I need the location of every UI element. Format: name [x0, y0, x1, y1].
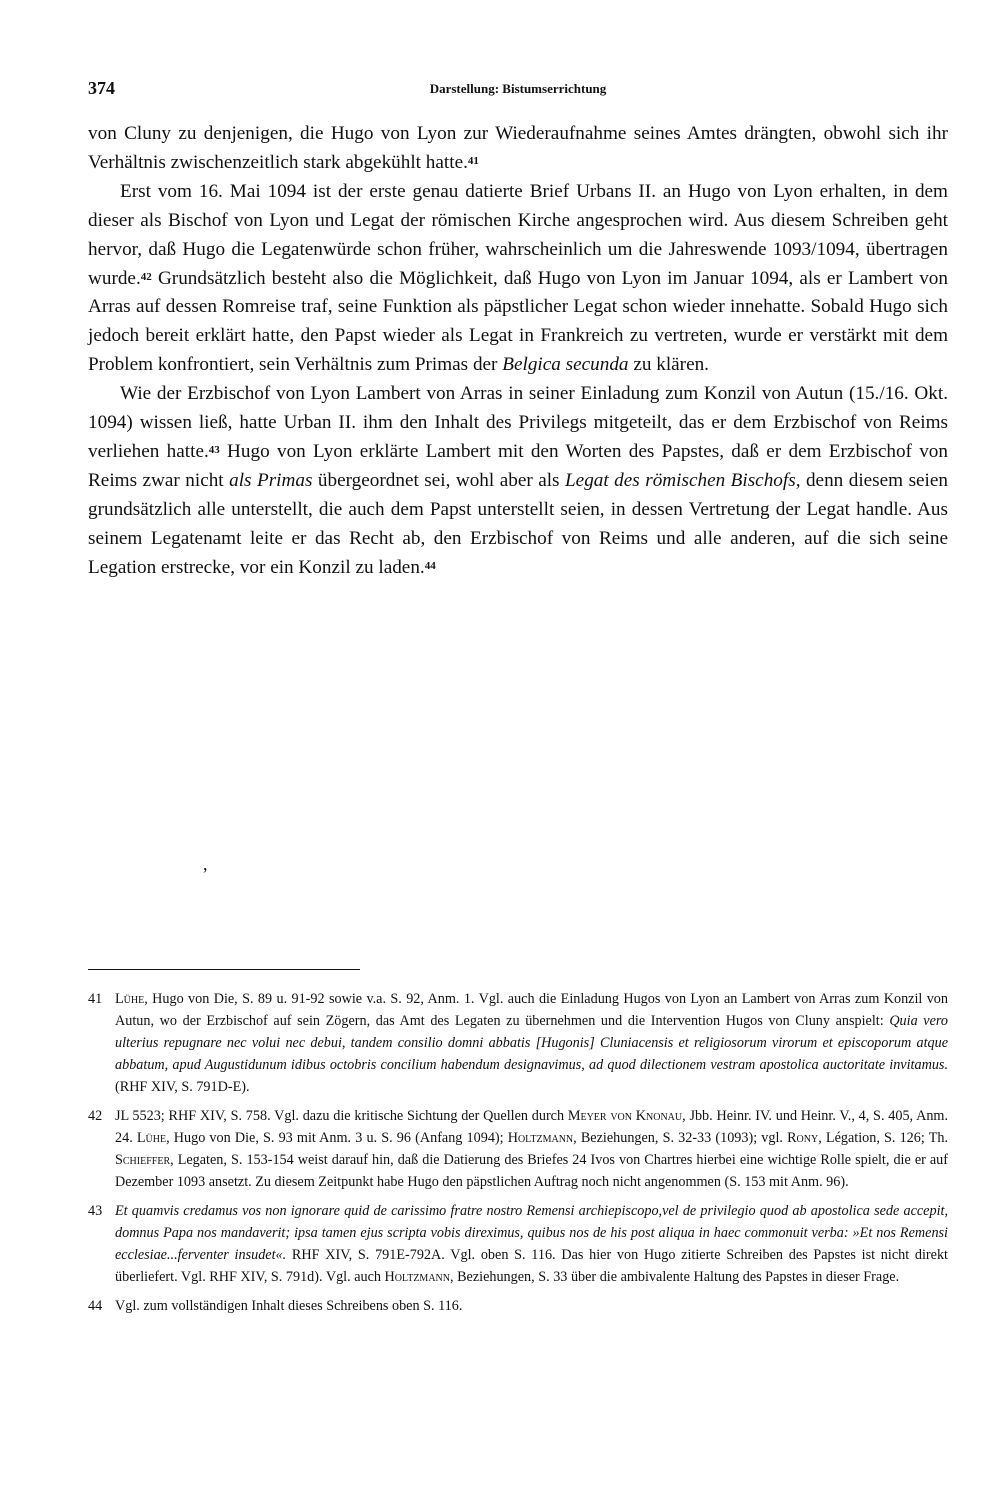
main-text [88, 120, 948, 583]
footnote-number: 44 [88, 1297, 103, 1314]
paragraph [88, 380, 948, 582]
author-name: Schieffer [115, 1152, 171, 1169]
footnote-divider [88, 969, 360, 970]
footnote-number: 42 [88, 1107, 103, 1124]
text-run: Vgl. zum vollständigen Inhalt dieses Schreibens oben S. 116. [115, 1297, 463, 1314]
italic-text: Legat des römischen Bischofs [565, 469, 796, 491]
page-header [88, 78, 948, 100]
footnotes [88, 988, 948, 1323]
text-run: , Jbb. Heinr. IV. und Heinr. V., 4, S. 405, Anm. 24. [115, 1107, 948, 1147]
text-run: zu klären. [628, 354, 709, 376]
page-number: 374 [88, 78, 115, 98]
footnote [88, 1295, 948, 1317]
footnote-reference: 43 [208, 443, 220, 456]
text-run: , Hugo von Die, S. 93 mit Anm. 3 u. S. 96 (Anfang 1094); [166, 1130, 508, 1147]
author-name: Rony [787, 1130, 819, 1147]
author-name: Holtzmann [384, 1269, 450, 1286]
text-run: übergeordnet sei, wohl aber als [312, 469, 565, 491]
text-run: Grundsätzlich besteht also die Möglichkeit, daß Hugo von Lyon im Januar 1094, als er Lambert von Arras auf dessen Romreise traf, seine Funktion als päpstlicher Legat schon wieder innehatte. Sobald Hugo sich jedoch bereit erklärt hatte, den Papst wieder als Legat in Frankreich zu vertreten, wurde er verstärkt mit dem Problem konfrontiert, sein Verhältnis zum Primas der [88, 267, 948, 376]
text-run: RHF XIV, S. 791E-792A. Vgl. oben S. 116. Das hier von Hugo zitierte Schreiben des Papstes ist nicht direkt überliefert. Vgl. RHF XIV, S. 791d). Vgl. auch [115, 1247, 948, 1286]
footnote-number: 43 [88, 1202, 103, 1219]
italic-text: Et quamvis credamus vos non ignorare quid de carissimo fratre nostro Remensi archiepiscopo,vel de privilegio quod ab apostolica sede accepit, domnus Papa nos mandaverit; ipsa tamen ejus scripta vobis direximus, quibus nos de his post aliqua in haec commonuit verba: »Et nos Remensi ecclesiae...ferventer insudet«. [115, 1202, 948, 1264]
footnote [88, 1200, 948, 1288]
running-head: Darstellung: Bistumserrichtung [429, 81, 607, 96]
text-run: , Beziehungen, S. 32-33 (1093); vgl. [573, 1130, 788, 1147]
paragraph [88, 178, 948, 380]
italic-text: als Primas [229, 469, 313, 491]
text-run: , Legaten, S. 153-154 weist darauf hin, daß die Datierung des Briefes 24 Ivos von Chartres hierbei eine wichtige Rolle spielt, die er auf Dezember 1093 ansetzt. Zu diesem Zeitpunkt habe Hugo den päpstlichen Auftrag noch nicht angenommen (S. 153 mit Anm. 96). [115, 1152, 948, 1191]
footnote-reference: 41 [467, 154, 479, 167]
text-run: , denn diesem seien grundsätzlich alle unterstellt, die auch dem Papst unterstellt seien, in dessen Vertretung der Legat handle. Aus seinem Legatenamt leite er das Recht ab, den Erzbischof von Reims und alle anderen, auf die sich seine Legation erstrecke, vor ein Konzil zu laden. [88, 469, 948, 578]
footnote [88, 988, 948, 1098]
text-run: Hugo von Lyon erklärte Lambert mit den Worten des Papstes, daß er dem Erzbischof von Reims zwar nicht [88, 440, 948, 491]
footnote-reference: 44 [424, 559, 436, 572]
author-name: Meyer von Knonau [567, 1107, 683, 1124]
author-name: Lühe [136, 1130, 167, 1147]
text-run: JL 5523; RHF XIV, S. 758. Vgl. dazu die kritische Sichtung der Quellen durch [115, 1107, 568, 1124]
author-name: Holtzmann [507, 1130, 574, 1147]
footnote-reference: 42 [140, 270, 152, 283]
author-name: Lühe [115, 991, 145, 1007]
text-run: von Cluny zu denjenigen, die Hugo von Lyon zur Wiederaufnahme seines Amtes drängten, obwohl sich ihr Verhältnis zwischenzeitlich stark abgekühlt hatte. [88, 123, 948, 173]
paragraph [88, 120, 948, 178]
text-run: Wie der Erzbischof von Lyon Lambert von Arras in seiner Einladung zum Konzil von Autun (15./16. Okt. 1094) wissen ließ, hatte Urban II. ihm den Inhalt des Privilegs mitgeteilt, das er dem Erzbischof von Reims verliehen hatte. [88, 383, 948, 462]
text-run: , Légation, S. 126; Th. [818, 1130, 948, 1147]
footnote-number: 41 [88, 991, 103, 1007]
text-run: , Beziehungen, S. 33 über die ambivalente Haltung des Papstes in dieser Frage. [449, 1269, 900, 1286]
text-run: Erst vom 16. Mai 1094 ist der erste genau datierte Brief Urbans II. an Hugo von Lyon erhalten, in dem dieser als Bischof von Lyon und Legat der römischen Kirche angesprochen wird. Aus diesem Schreiben geht hervor, daß Hugo die Legatenwürde schon früher, wahrscheinlich um die Jahreswende 1093/1094, übertragen wurde. [88, 180, 948, 289]
text-run: , Hugo von Die, S. 89 u. 91-92 sowie v.a. S. 92, Anm. 1. Vgl. auch die Einladung Hugos von Lyon an Lambert von Arras zum Konzil von Autun, wo der Erzbischof auf sein Zögern, das Amt des Legaten zu übernehmen und die Intervention Hugos von Cluny anspielt: [115, 991, 948, 1030]
stray-mark: , [203, 854, 208, 874]
italic-text: Belgica secunda [502, 354, 629, 376]
footnote [88, 1105, 948, 1193]
italic-text: Quia vero ulterius repugnare nec volui nec debui, tandem consilio domni abbatis [Hugonis] Cluniacensis et religiosorum virorum et episcoporum atque abbatum, apud Augustidunum idibus octobris concilium habendum designavimus, ad quod dilectionem vestram apostolica auctoritate invitamus. [115, 1013, 948, 1074]
text-run: (RHF XIV, S. 791D-E). [115, 1079, 250, 1096]
